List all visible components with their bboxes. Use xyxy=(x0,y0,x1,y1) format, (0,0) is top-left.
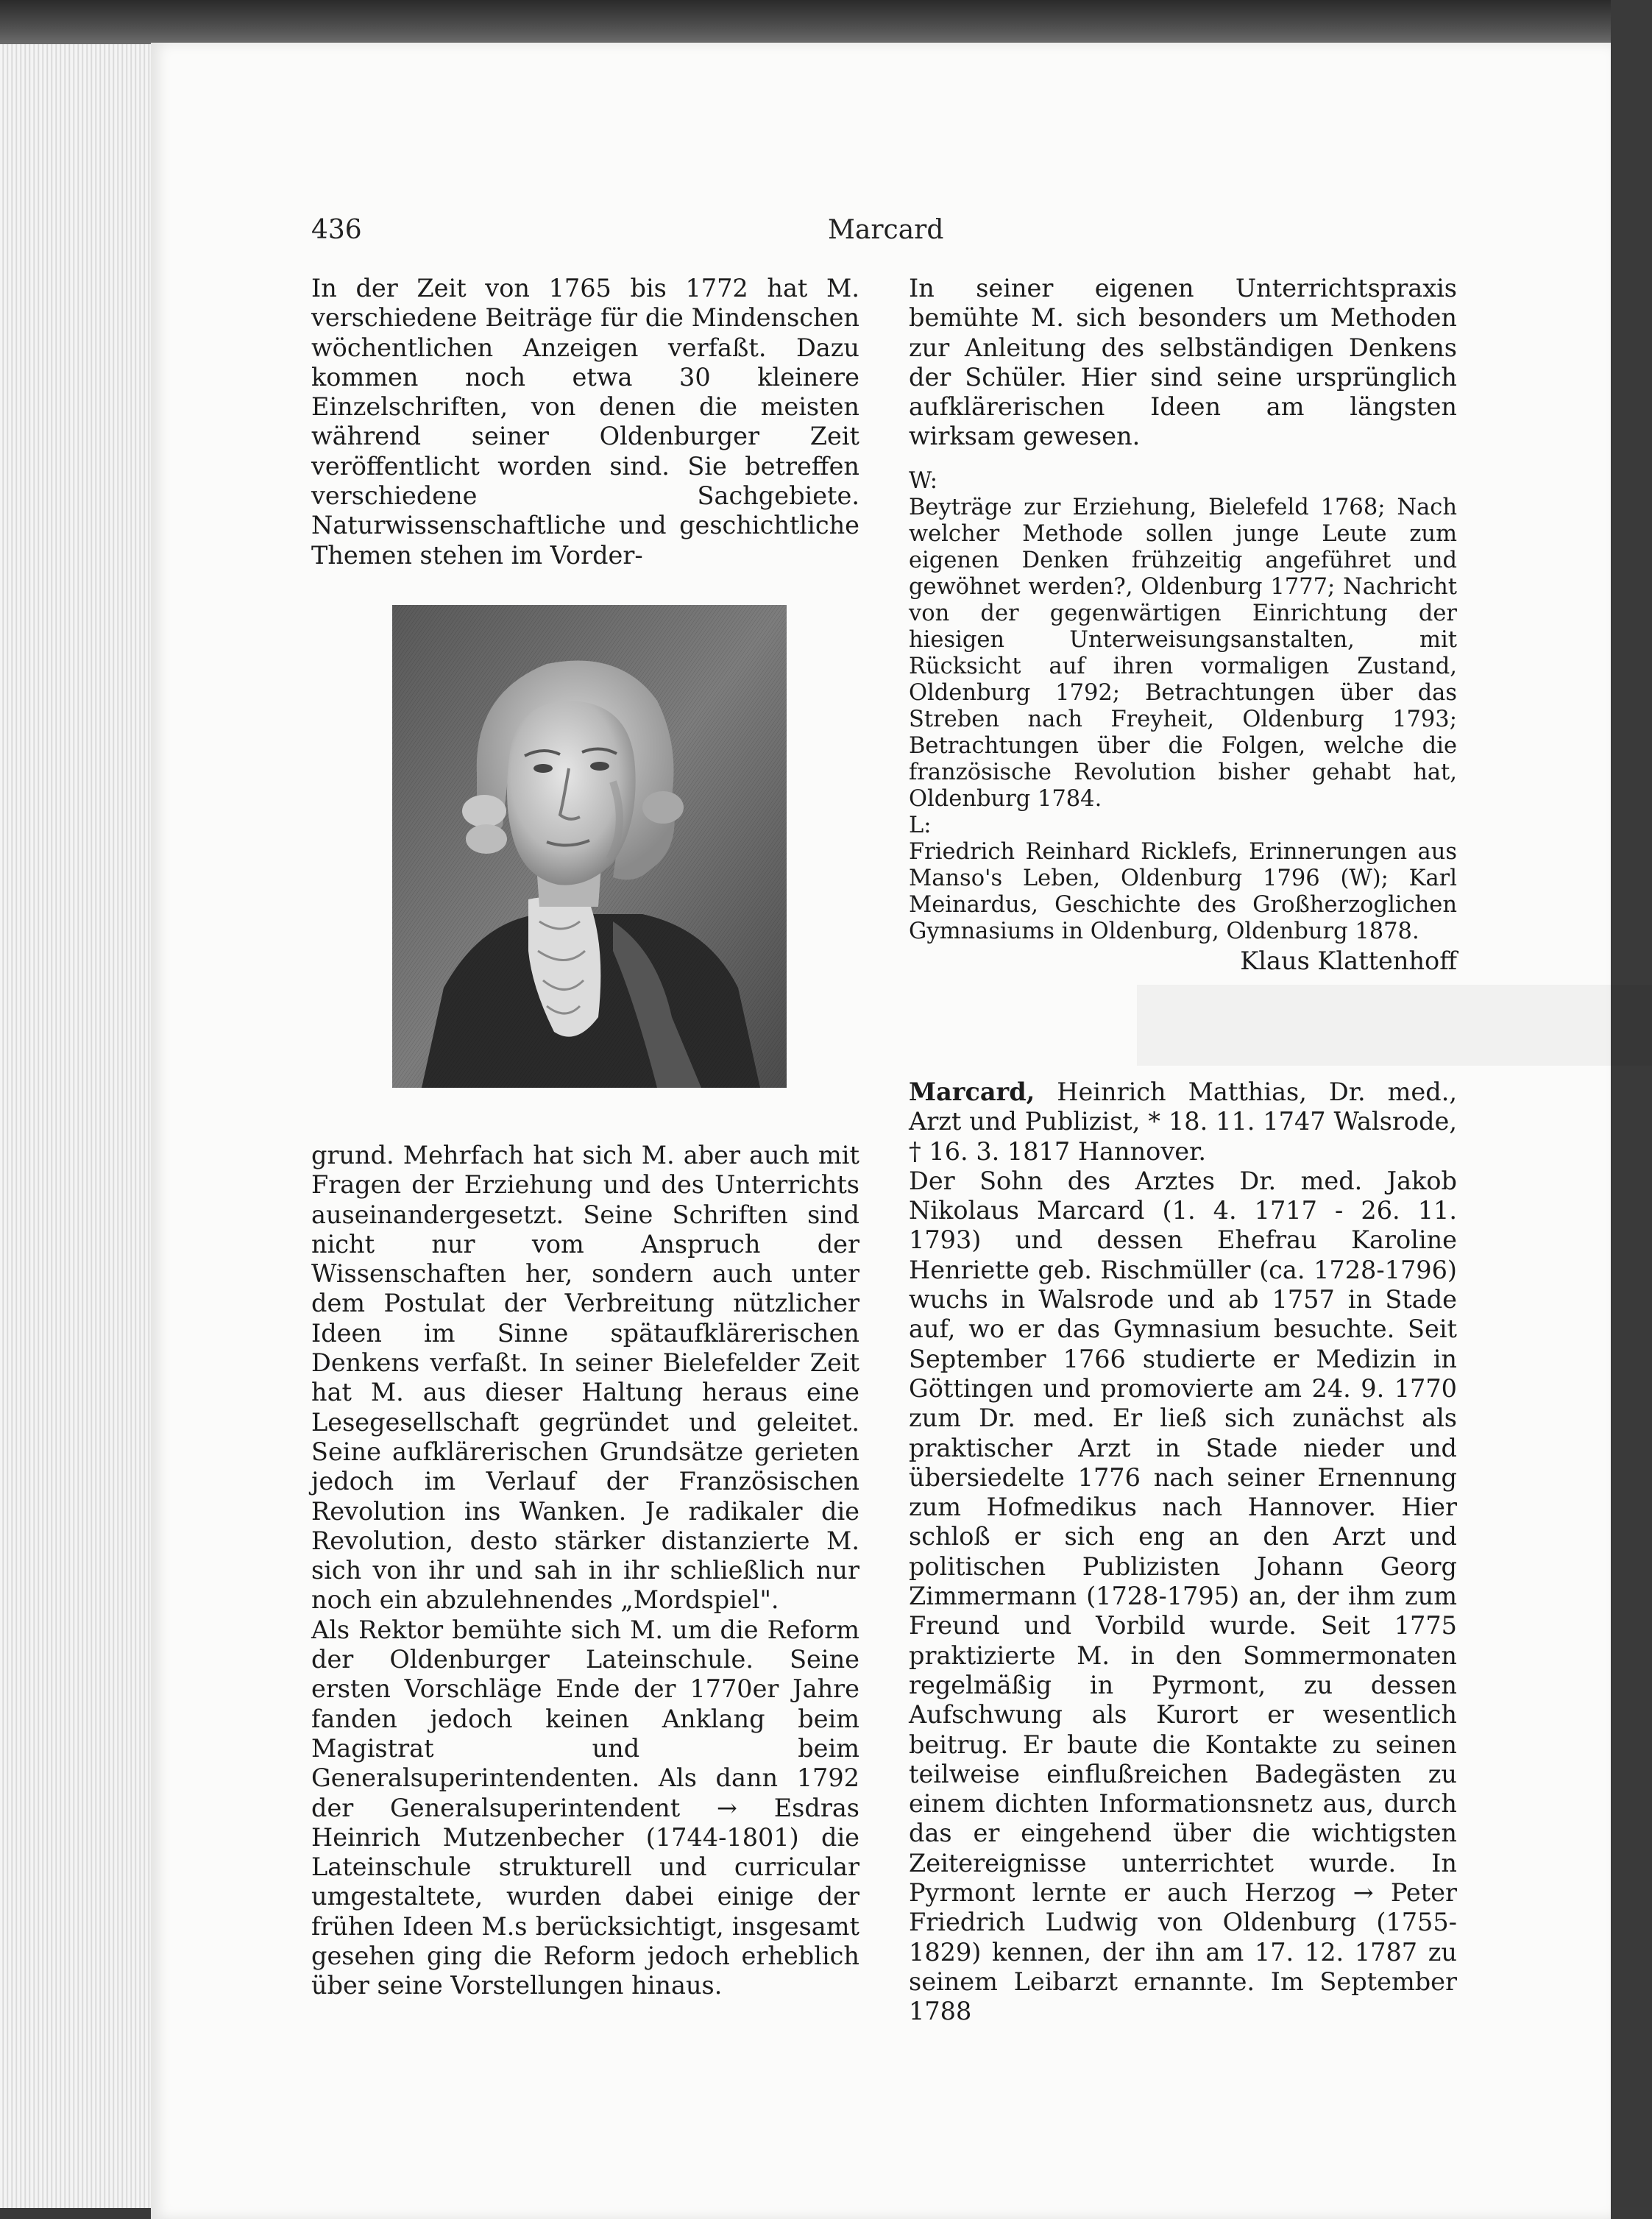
works-label: W: xyxy=(909,467,937,494)
right-column-bottom xyxy=(909,1077,1457,2027)
left-column-bottom xyxy=(311,1141,859,2000)
running-head: Marcard xyxy=(828,215,944,245)
bleed-through xyxy=(1137,985,1652,1066)
portrait-engraving xyxy=(392,605,787,1088)
works-list: Beyträge zur Erziehung, Bielefeld 1768; Nach welcher Methode sollen junge Leute zum eigenen Denken frühzeitig angeführet und gewöhnet werden?, Oldenburg 1777; Nachricht von der gegenwärtigen Einrichtung der hiesigen Unterweisungsanstalten, mit Rücksicht auf ihren vormaligen Zustand, Oldenburg 1792; Betrachtungen über das Streben nach Freyheit, Oldenburg 1793; Betrachtungen über die Folgen, welche die französische Revolution bisher gehabt hat, Oldenburg 1784. xyxy=(909,494,1457,812)
page-number: 436 xyxy=(311,215,362,245)
paragraph: grund. Mehrfach hat sich M. aber auch mit Fragen der Erziehung und des Unterrichts auseinandergesetzt. Seine Schriften sind nicht nur vom Anspruch der Wissenschaften her, sondern auch unter dem Postulat der Verbreitung nützlicher Ideen im Sinne spätaufklärerischen Denkens verfaßt. In seiner Bielefelder Zeit hat M. aus dieser Haltung heraus eine Lesegesellschaft gegründet und geleitet. Seine aufklärerischen Grundsätze gerieten jedoch im Verlauf der Französischen Revolution ins Wanken. Je radikaler die Revolution, desto stärker distanzierte M. sich von ihr und sah in ihr schließlich nur noch ein abzulehnendes „Mordspiel". xyxy=(311,1141,859,1615)
entry-name: Marcard, xyxy=(909,1077,1035,1106)
paragraph: Als Rektor bemühte sich M. um die Reform der Oldenburger Lateinschule. Seine ersten Vorschläge Ende der 1770er Jahre fanden jedoch keinen Anklang beim Magistrat und beim Generalsuperintendenten. Als dann 1792 der Generalsuperintendent → Esdras Heinrich Mutzenbecher (1744-1801) die Lateinschule strukturell und curricular umgestaltete, wurden dabei einige der frühen Ideen M.s berücksichtigt, insgesamt gesehen ging die Reform jedoch erheblich über seine Vorstellungen hinaus. xyxy=(311,1615,859,2000)
entry-header-details: Heinrich Matthias, Dr. med., Arzt und Publizist, * 18. 11. 1747 Walsrode, † 16. 3. 1817 Hannover. xyxy=(909,1077,1457,1166)
entry-header xyxy=(909,1077,1457,1167)
page-stack-edge xyxy=(0,44,160,2208)
literature-list: Friedrich Reinhard Ricklefs, Erinnerungen aus Manso's Leben, Oldenburg 1796 (W); Karl Meinardus, Geschichte des Großherzoglichen Gymnasiums in Oldenburg, Oldenburg 1878. xyxy=(909,838,1457,944)
right-column-top xyxy=(909,274,1457,976)
article-author: Klaus Klattenhoff xyxy=(1240,946,1457,975)
entry-body: Der Sohn des Arztes Dr. med. Jakob Nikolaus Marcard (1. 4. 1717 - 26. 11. 1793) und dessen Ehefrau Karoline Henriette geb. Rischmüller (ca. 1728-1796) wuchs in Walsrode und ab 1757 in Stade auf, wo er das Gymnasium besuchte. Seit September 1766 studierte er Medizin in Göttingen und promovierte am 24. 9. 1770 zum Dr. med. Er ließ sich zunächst als praktischer Arzt in Stade nieder und übersiedelte 1776 nach seiner Ernennung zum Hofmedikus nach Hannover. Hier schloß er sich eng an den Arzt und politischen Publizisten Johann Georg Zimmermann (1728-1795) an, der ihm zum Freund und Vorbild wurde. Seit 1775 praktizierte M. in den Sommermonaten regelmäßig in Pyrmont, zu dessen Aufschwung als Kurort er wesentlich beitrug. Er baute die Kontakte zu seinen teilweise einflußreichen Badegästen zu einem dichten Informationsnetz aus, durch das er eingehend über die wichtigsten Zeitereignisse unterrichtet wurde. In Pyrmont lernte er auch Herzog → Peter Friedrich Ludwig von Oldenburg (1755-1829) kennen, der ihn am 17. 12. 1787 zu seinem Leibarzt ernannte. Im September 1788 xyxy=(909,1166,1457,2026)
paragraph: In der Zeit von 1765 bis 1772 hat M. verschiedene Beiträge für die Mindenschen wöchentlichen Anzeigen verfaßt. Dazu kommen noch etwa 30 kleinere Einzelschriften, von denen die meisten während seiner Oldenburger Zeit veröffentlicht worden sind. Sie betreffen verschiedene Sachgebiete. Naturwissenschaftliche und geschichtliche Themen stehen im Vorder- xyxy=(311,274,859,570)
literature-label: L: xyxy=(909,812,932,838)
paragraph: In seiner eigenen Unterrichtspraxis bemühte M. sich besonders um Methoden zur Anleitung des selbständigen Denkens der Schüler. Hier sind seine ursprünglich aufklärerischen Ideen am längsten wirksam gewesen. xyxy=(909,274,1457,451)
left-column-top xyxy=(311,274,859,570)
